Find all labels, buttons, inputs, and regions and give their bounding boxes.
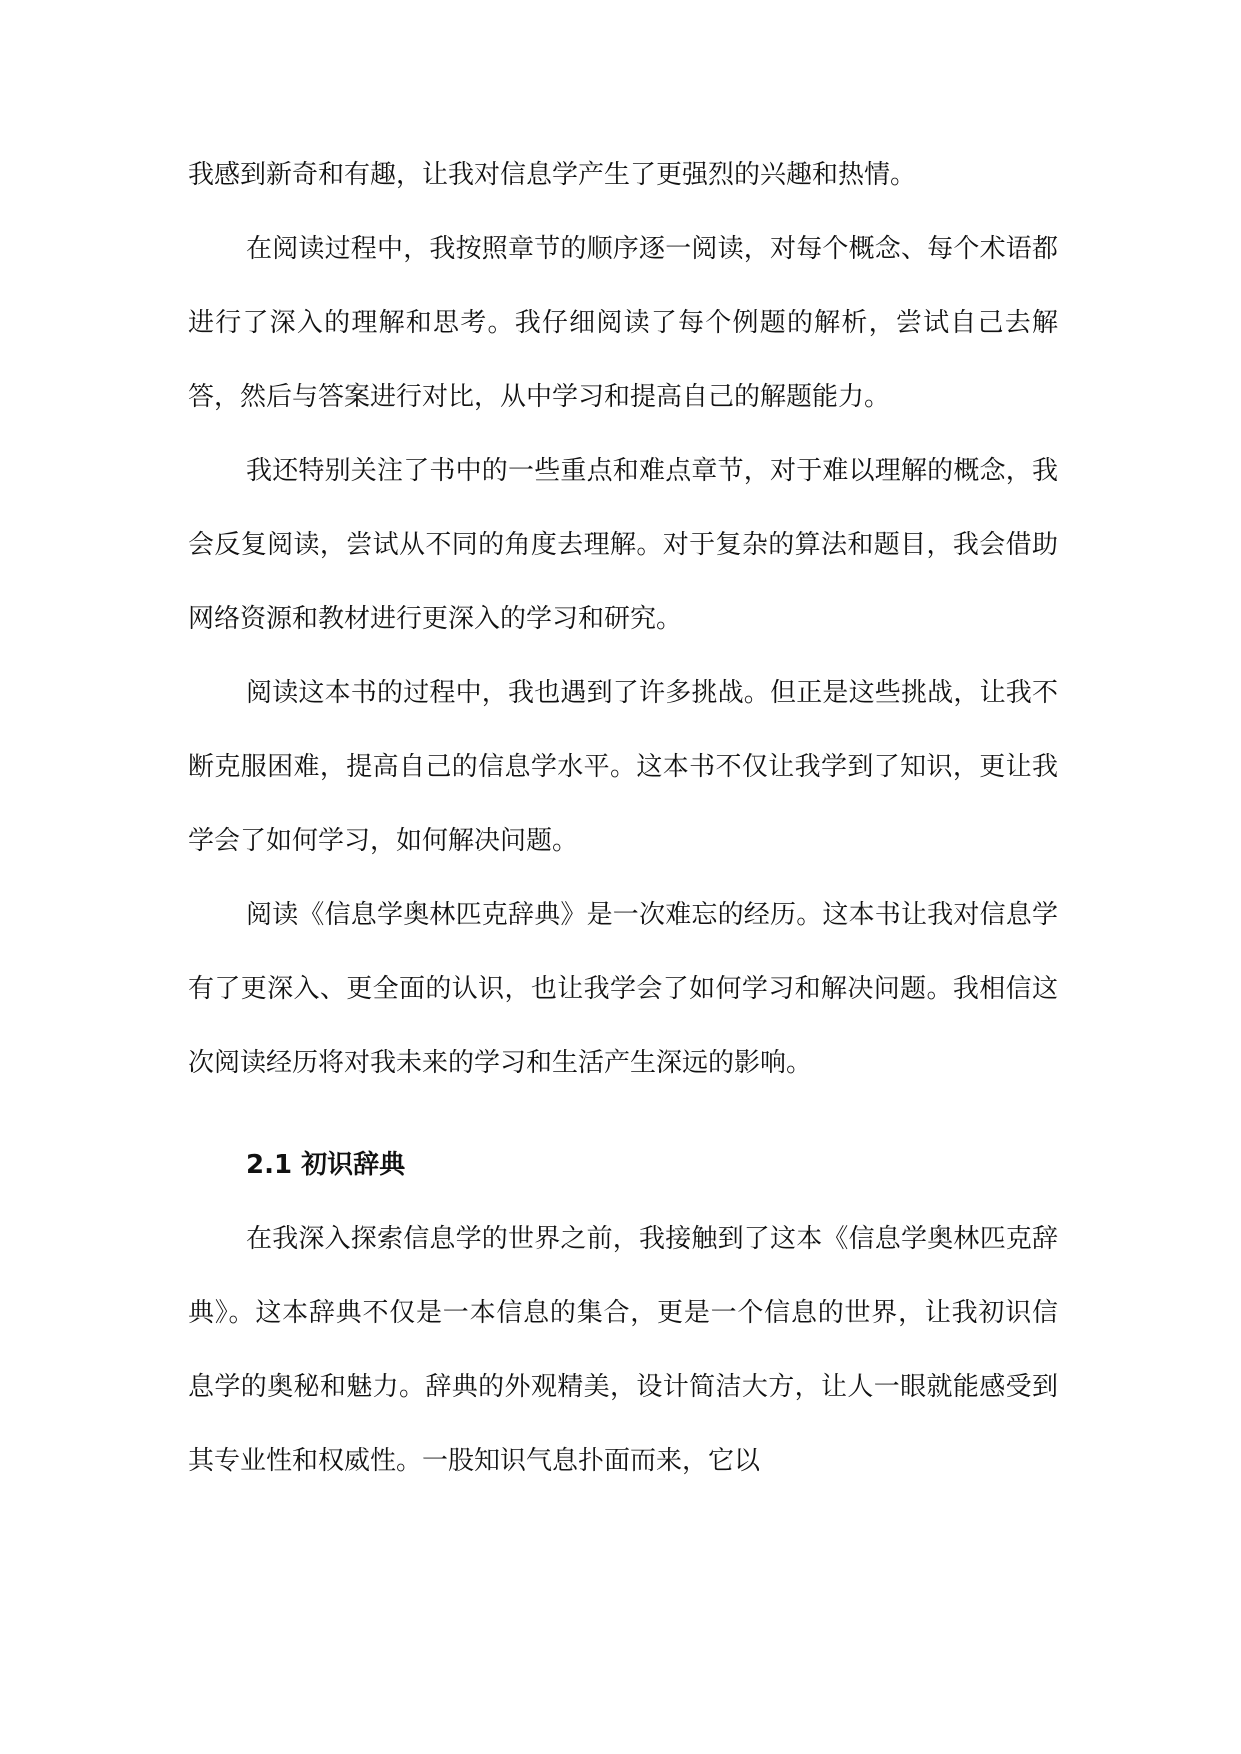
paragraph-4: 阅读这本书的过程中，我也遇到了许多挑战。但正是这些挑战，让我不断克服困难，提高自己的信息学水平。这本书不仅让我学到了知识，更让我学会了如何学习，如何解决问题。 (188, 678, 1058, 856)
paragraph-2: 在阅读过程中，我按照章节的顺序逐一阅读，对每个概念、每个术语都进行了深入的理解和思考。我仔细阅读了每个例题的解析，尝试自己去解答，然后与答案进行对比，从中学习和提高自己的解题能力。 (188, 234, 1058, 412)
paragraph-5: 阅读《信息学奥林匹克辞典》是一次难忘的经历。这本书让我对信息学有了更深入、更全面的认识，也让我学会了如何学习和解决问题。我相信这次阅读经历将对我未来的学习和生活产生深远的影响。 (188, 900, 1058, 1078)
paragraph-6: 在我深入探索信息学的世界之前，我接触到了这本《信息学奥林匹克辞典》。这本辞典不仅是一本信息的集合，更是一个信息的世界，让我初识信息学的奥秘和魅力。辞典的外观精美，设计简洁大方，让人一眼就能感受到其专业性和权威性。一股知识气息扑面而来，它以 (188, 1224, 1058, 1476)
paragraph-1: 我感到新奇和有趣，让我对信息学产生了更强烈的兴趣和热情。 (188, 160, 917, 190)
paragraph-3: 我还特别关注了书中的一些重点和难点章节，对于难以理解的概念，我会反复阅读，尝试从不同的角度去理解。对于复杂的算法和题目，我会借助网络资源和教材进行更深入的学习和研究。 (188, 456, 1058, 634)
section-heading: 2.1 初识辞典 (246, 1150, 406, 1180)
document-body (188, 138, 1058, 1498)
